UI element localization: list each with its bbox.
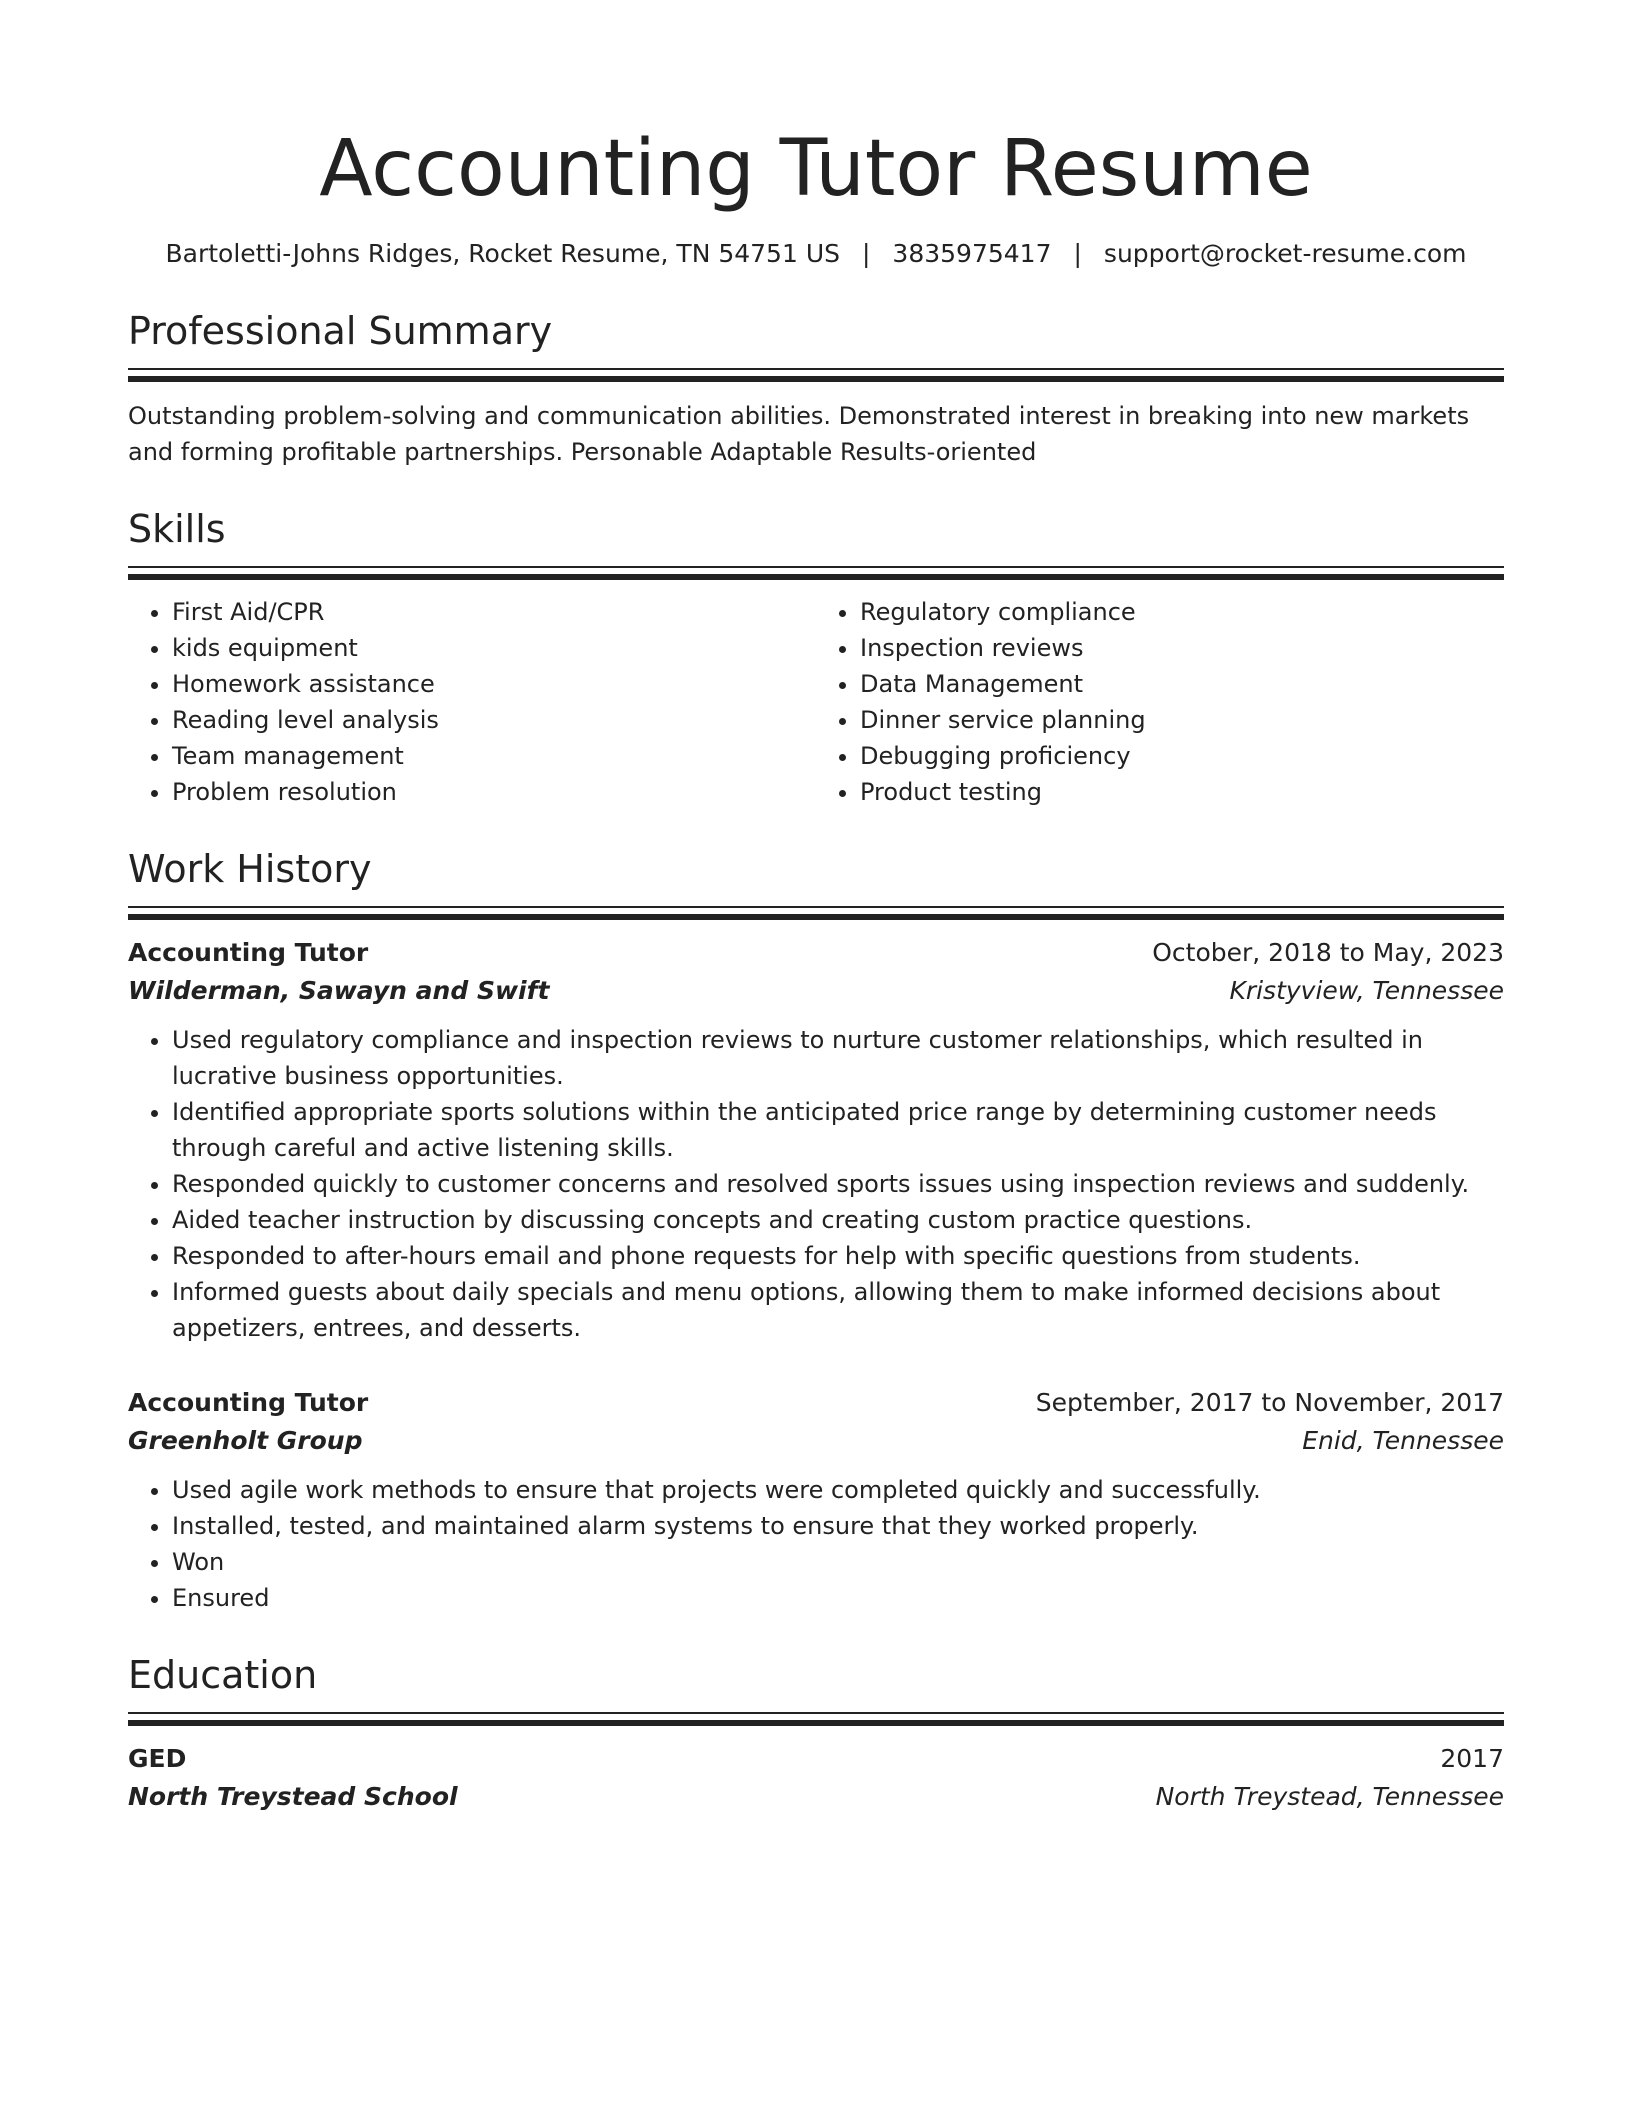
summary-heading: Professional Summary [128,309,553,353]
skills-columns [128,594,1504,810]
education-entry [128,1740,1504,1816]
skill-item: • Regulatory compliance [860,594,1504,630]
skill-item: • Debugging proficiency [860,738,1504,774]
education-header-row [128,1740,1504,1778]
job-bullet: • Informed guests about daily specials and menu options, allowing them to make informed decisions about appetizers, entrees, and desserts. [172,1274,1504,1346]
skill-item: • kids equipment [172,630,816,666]
job-bullet: • Responded quickly to customer concerns and resolved sports issues using inspection reviews and suddenly. [172,1166,1504,1202]
job-bullet: • Installed, tested, and maintained alarm systems to ensure that they worked properly. [172,1508,1504,1544]
skill-item: • Team management [172,738,816,774]
work-history-heading: Work History [128,847,372,891]
job-entry [128,1384,1504,1616]
job-dates: September, 2017 to November, 2017 [1035,1388,1504,1417]
skill-item: • Homework assistance [172,666,816,702]
skills-list-right [816,594,1504,810]
job-location: Enid, Tennessee [1302,1426,1504,1455]
skill-item: • First Aid/CPR [172,594,816,630]
contact-email[interactable]: support@rocket-resume.com [1103,239,1467,268]
job-role: Accounting Tutor [128,938,369,967]
education-school-row [128,1778,1504,1816]
job-company: Wilderman, Sawayn and Swift [128,976,550,1005]
skills-list-left [128,594,816,810]
work-history-section [128,844,1504,1616]
contact-line [128,236,1504,272]
job-location: Kristyview, Tennessee [1229,976,1504,1005]
education-section [128,1650,1504,1816]
contact-separator: | [861,239,871,268]
skill-item: • Data Management [860,666,1504,702]
section-divider [128,906,1504,920]
skill-item: • Inspection reviews [860,630,1504,666]
education-heading: Education [128,1653,318,1697]
summary-text: Outstanding problem-solving and communication abilities. Demonstrated interest in breaking into new markets and forming profitable partnerships. Personable Adaptable Results-oriented [128,402,1470,466]
skills-heading: Skills [128,507,226,551]
section-divider [128,368,1504,382]
resume-title: Accounting Tutor Resume [319,124,1313,214]
skill-item: • Product testing [860,774,1504,810]
job-bullet: • Aided teacher instruction by discussing concepts and creating custom practice questions. [172,1202,1504,1238]
job-header-row [128,934,1504,972]
job-bullets [128,1022,1504,1346]
job-header-row [128,1384,1504,1422]
education-school: North Treystead School [128,1782,458,1811]
skill-item: • Reading level analysis [172,702,816,738]
skill-item: • Problem resolution [172,774,816,810]
skill-item: • Dinner service planning [860,702,1504,738]
skills-section [128,504,1504,810]
contact-phone: 3835975417 [892,239,1052,268]
job-entry [128,934,1504,1346]
job-company-row [128,972,1504,1010]
job-bullet: • Won [172,1544,1504,1580]
contact-separator: | [1073,239,1082,268]
job-bullet: • Responded to after-hours email and phone requests for help with specific questions from students. [172,1238,1504,1274]
job-bullets [128,1472,1504,1616]
summary-section [128,306,1504,470]
education-location: North Treystead, Tennessee [1155,1782,1504,1811]
job-dates: October, 2018 to May, 2023 [1152,938,1504,967]
education-year: 2017 [1440,1744,1504,1773]
job-bullet: • Ensured [172,1580,1504,1616]
job-bullet: • Used agile work methods to ensure that projects were completed quickly and successfully. [172,1472,1504,1508]
job-company-row [128,1422,1504,1460]
section-divider [128,566,1504,580]
education-degree: GED [128,1744,187,1773]
job-bullet: • Identified appropriate sports solutions within the anticipated price range by determining customer needs through careful and active listening skills. [172,1094,1504,1166]
contact-address: Bartoletti-Johns Ridges, Rocket Resume, TN 54751 US [165,239,840,268]
section-divider [128,1712,1504,1726]
job-bullet: • Used regulatory compliance and inspection reviews to nurture customer relationships, which resulted in lucrative business opportunities. [172,1022,1504,1094]
job-company: Greenholt Group [128,1426,363,1455]
job-role: Accounting Tutor [128,1388,369,1417]
